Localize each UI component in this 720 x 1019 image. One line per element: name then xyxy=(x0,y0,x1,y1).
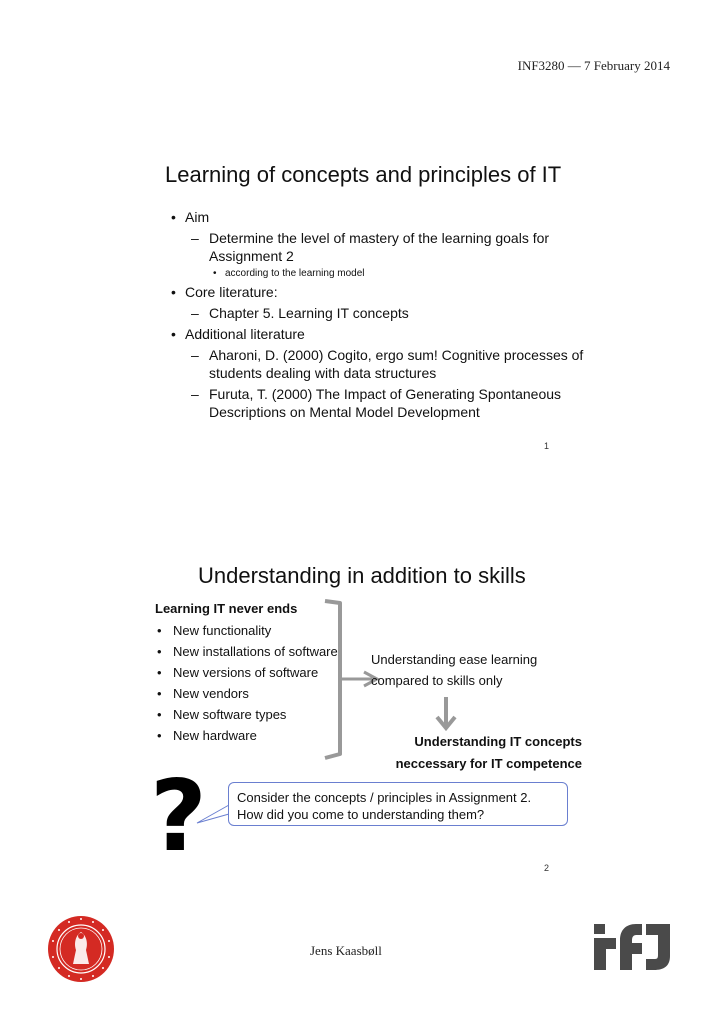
slide1-page-number: 1 xyxy=(544,441,550,451)
list-item: • New installations of software xyxy=(155,643,345,660)
slide2-title: Understanding in addition to skills xyxy=(198,563,526,588)
list-item: • New versions of software xyxy=(155,664,345,681)
list-item: – Furuta, T. (2000) The Impact of Generating Spontaneous Descriptions on Mental Model Development xyxy=(185,385,585,421)
slide2-list-heading: Learning IT never ends xyxy=(155,601,298,616)
list-item: • New hardware xyxy=(155,727,345,744)
question-mark-icon: ? xyxy=(150,760,207,874)
author-name: Jens Kaasbøll xyxy=(310,943,382,958)
bracket-shape xyxy=(325,601,340,758)
list-item: – Chapter 5. Learning IT concepts xyxy=(185,304,585,322)
list-item: – Determine the level of mastery of the learning goals for Assignment 2 xyxy=(185,229,585,265)
list-item: • according to the learning model xyxy=(209,268,585,280)
list-item: • Core literature: xyxy=(165,283,585,301)
list-item: • Aim xyxy=(165,208,585,226)
slide2-page-number: 2 xyxy=(544,863,550,873)
header-text: INF3280 — 7 February 2014 xyxy=(517,58,670,73)
slide1-title: Learning of concepts and principles of IT xyxy=(165,162,562,187)
list-item: • New software types xyxy=(155,706,345,723)
list-item: • New functionality xyxy=(155,622,345,639)
list-item: • Additional literature xyxy=(165,325,585,343)
list-item: • New vendors xyxy=(155,685,345,702)
conclusion-text: Understanding IT concepts neccessary for IT competence xyxy=(395,734,582,771)
university-seal-icon xyxy=(46,914,116,984)
ifi-logo-icon xyxy=(592,922,672,972)
list-item: – Aharoni, D. (2000) Cogito, ergo sum! Cognitive processes of students dealing with data structures xyxy=(185,346,585,382)
ease-learning-text: Understanding ease learning compared to skills only xyxy=(371,652,538,688)
callout-box: Consider the concepts / principles in Assignment 2. How did you come to understanding them? xyxy=(228,782,568,826)
